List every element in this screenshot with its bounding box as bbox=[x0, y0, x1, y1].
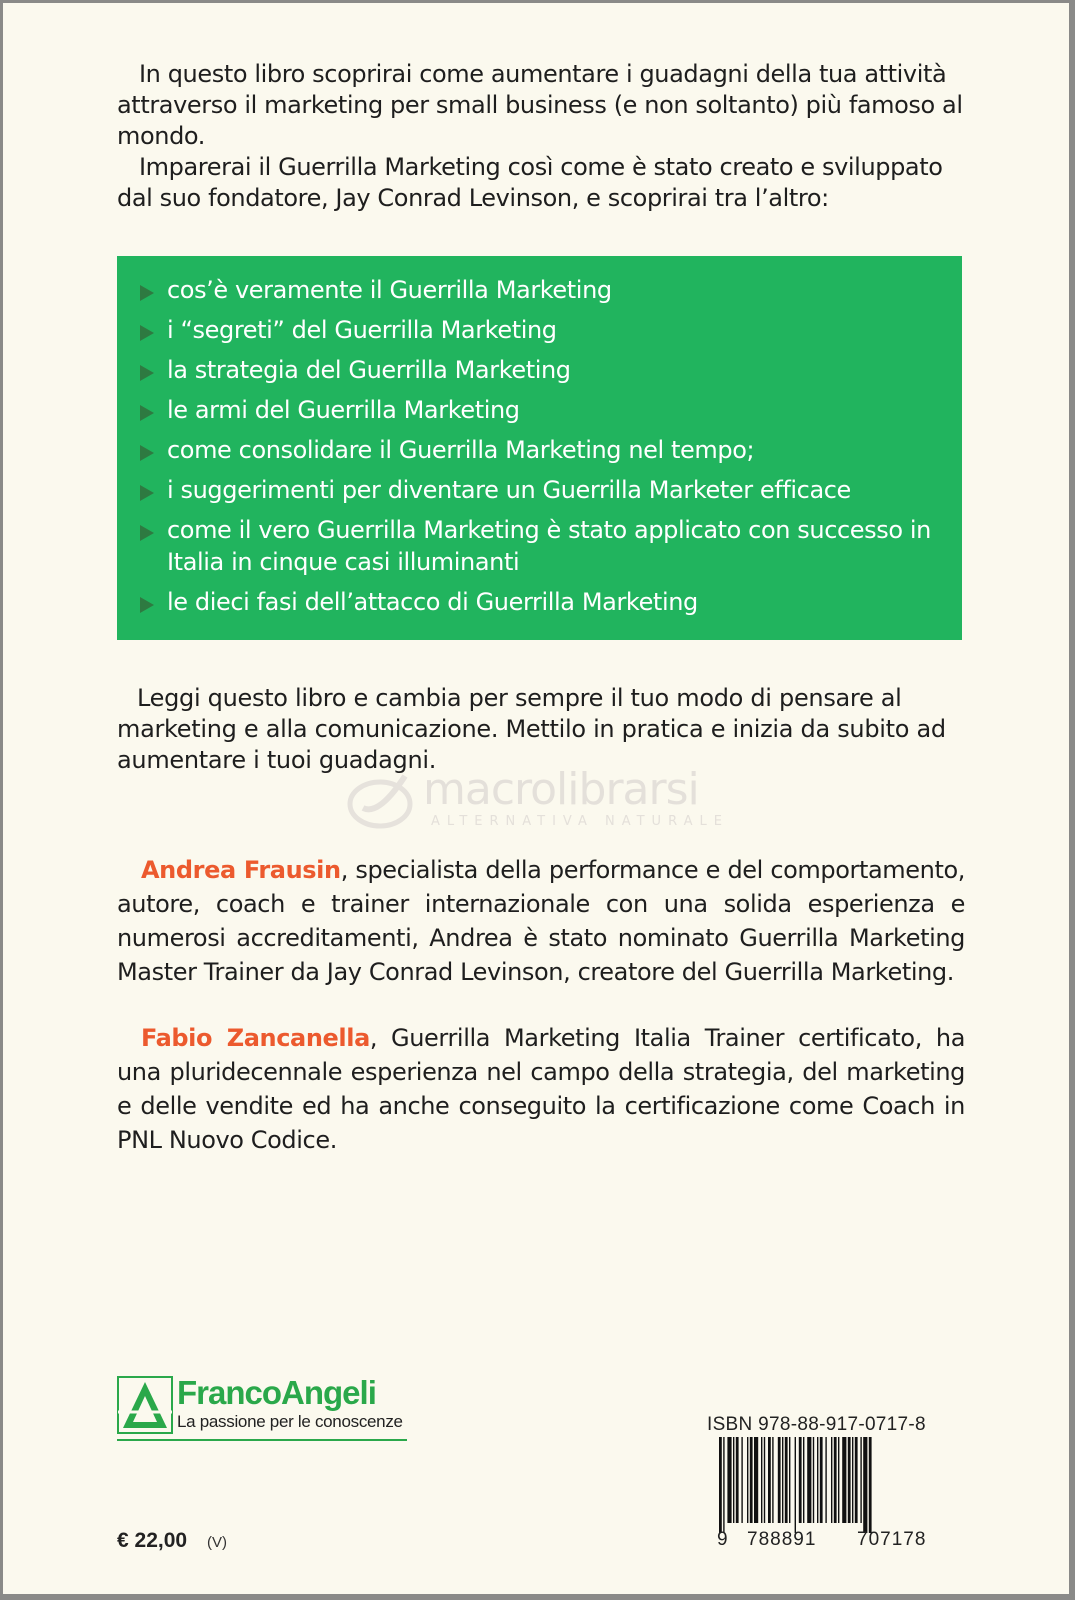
barcode-bar bbox=[736, 1437, 739, 1523]
barcode-bar bbox=[869, 1437, 872, 1533]
barcode-bar bbox=[768, 1437, 771, 1523]
intro-paragraph-1: In questo libro scoprirai come aumentare i guadagni della tua attività attraverso il marketing per small business (e non soltanto) più famoso al mondo. bbox=[117, 60, 963, 150]
isbn-label: ISBN 978-88-917-0717-8 bbox=[707, 1414, 926, 1435]
barcode-bar bbox=[733, 1437, 734, 1523]
highlights-box bbox=[117, 256, 962, 640]
barcode-bar bbox=[741, 1437, 742, 1523]
highlights-list bbox=[117, 256, 962, 618]
list-item: come consolidare il Guerrilla Marketing nel tempo; bbox=[117, 434, 962, 466]
barcode-bar bbox=[860, 1437, 861, 1523]
intro-text bbox=[117, 59, 967, 214]
barcode-digit-first: 9 bbox=[717, 1529, 728, 1550]
watermark-tagline: ALTERNATIVA NATURALE bbox=[431, 814, 729, 829]
watermark-name: macrolibrarsi bbox=[423, 764, 699, 815]
barcode-bar bbox=[723, 1437, 724, 1533]
barcode-bar bbox=[807, 1437, 811, 1523]
barcode-bar bbox=[852, 1437, 853, 1523]
list-item: la strategia del Guerrilla Marketing bbox=[117, 354, 962, 386]
barcode-bar bbox=[813, 1437, 814, 1523]
intro-paragraph-2: Imparerai il Guerrilla Marketing così come è stato creato e sviluppato dal suo fondatore, Jay Conrad Levinson, e scoprirai tra l’altro: bbox=[117, 153, 943, 212]
triangle-bullet-icon bbox=[140, 285, 154, 301]
publisher-underline bbox=[117, 1439, 407, 1441]
author-name: Andrea Frausin bbox=[141, 856, 341, 884]
barcode-bar bbox=[785, 1437, 788, 1523]
barcode-bar bbox=[855, 1437, 858, 1523]
triangle-bullet-icon bbox=[140, 325, 154, 341]
barcode-bar bbox=[838, 1437, 839, 1523]
author-bio-1 bbox=[117, 853, 965, 989]
triangle-bullet-icon bbox=[140, 365, 154, 381]
barcode-digits-right: 707178 bbox=[857, 1529, 927, 1550]
list-item: le armi del Guerrilla Marketing bbox=[117, 394, 962, 426]
triangle-bullet-icon bbox=[140, 597, 154, 613]
book-back-cover bbox=[3, 3, 1069, 1594]
barcode-bar bbox=[799, 1437, 802, 1523]
barcode-bar bbox=[778, 1437, 781, 1523]
barcode-bar bbox=[831, 1437, 832, 1523]
outro-paragraph: Leggi questo libro e cambia per sempre il tuo modo di pensare al marketing e alla comunicazione. Mettilo in pratica e inizia da subito ad aumentare i tuoi guadagni. bbox=[117, 684, 946, 774]
price-code: (V) bbox=[207, 1534, 227, 1551]
barcode-bar bbox=[817, 1437, 818, 1523]
list-item: come il vero Guerrilla Marketing è stato applicato con successo in Italia in cinque casi illuminanti bbox=[117, 514, 962, 578]
triangle-bullet-icon bbox=[140, 445, 154, 461]
barcode-bar bbox=[782, 1437, 783, 1523]
outro-text bbox=[117, 683, 967, 776]
barcode-bar bbox=[842, 1437, 846, 1523]
barcode-bar bbox=[761, 1437, 762, 1523]
barcode-bar bbox=[820, 1437, 823, 1523]
list-item: le dieci fasi dell’attacco di Guerrilla Marketing bbox=[117, 586, 962, 618]
barcode-bar bbox=[789, 1437, 790, 1523]
triangle-bullet-icon bbox=[140, 405, 154, 421]
barcode-bar bbox=[772, 1437, 773, 1523]
barcode-bar bbox=[863, 1437, 867, 1533]
barcode-bar bbox=[754, 1437, 758, 1523]
triangle-bullet-icon bbox=[140, 485, 154, 501]
publisher-name: FrancoAngeli bbox=[177, 1374, 376, 1411]
author-name: Fabio Zancanella bbox=[141, 1024, 370, 1052]
price: € 22,00 bbox=[117, 1529, 188, 1552]
list-item: i “segreti” del Guerrilla Marketing bbox=[117, 314, 962, 346]
list-item: i suggerimenti per diventare un Guerrilla Marketer efficace bbox=[117, 474, 962, 506]
list-item: cos’è veramente il Guerrilla Marketing bbox=[117, 274, 962, 306]
author-bio-2 bbox=[117, 1021, 965, 1157]
barcode-bar bbox=[825, 1437, 826, 1523]
publisher-logo bbox=[117, 1376, 417, 1442]
barcode-bar bbox=[764, 1437, 765, 1523]
triangle-bullet-icon bbox=[140, 525, 154, 541]
author-bio-text: , specialista della performance e del comportamento, autore, coach e trainer internazionale con una solida esperienza e numerosi accreditamenti, Andrea è stato nominato Guerrilla Marketing Master Trainer da Jay Conrad Levinson, creatore del Guerrilla Marketing. bbox=[117, 856, 965, 986]
barcode-bar bbox=[795, 1437, 796, 1533]
barcode-bar bbox=[750, 1437, 753, 1523]
barcode-digits-left: 788891 bbox=[747, 1529, 817, 1550]
author-bio-text: , Guerrilla Marketing Italia Trainer certificato, ha una pluridecennale esperienza nel campo della strategia, del marketing e delle vendite ed ha anche conseguito la certificazione come Coach in PNL Nuovo Codice. bbox=[117, 1024, 965, 1154]
barcode-bar bbox=[803, 1437, 804, 1523]
leaf-icon bbox=[345, 772, 415, 830]
barcode-bar bbox=[719, 1437, 722, 1533]
barcode-bar bbox=[747, 1437, 748, 1523]
publisher-mark-icon bbox=[117, 1376, 173, 1434]
barcode-bar bbox=[727, 1437, 731, 1523]
barcode bbox=[717, 1437, 963, 1533]
watermark bbox=[345, 766, 745, 836]
barcode-bar bbox=[848, 1437, 851, 1523]
publisher-tagline: La passione per le conoscenze bbox=[177, 1412, 403, 1431]
barcode-bar bbox=[834, 1437, 837, 1523]
